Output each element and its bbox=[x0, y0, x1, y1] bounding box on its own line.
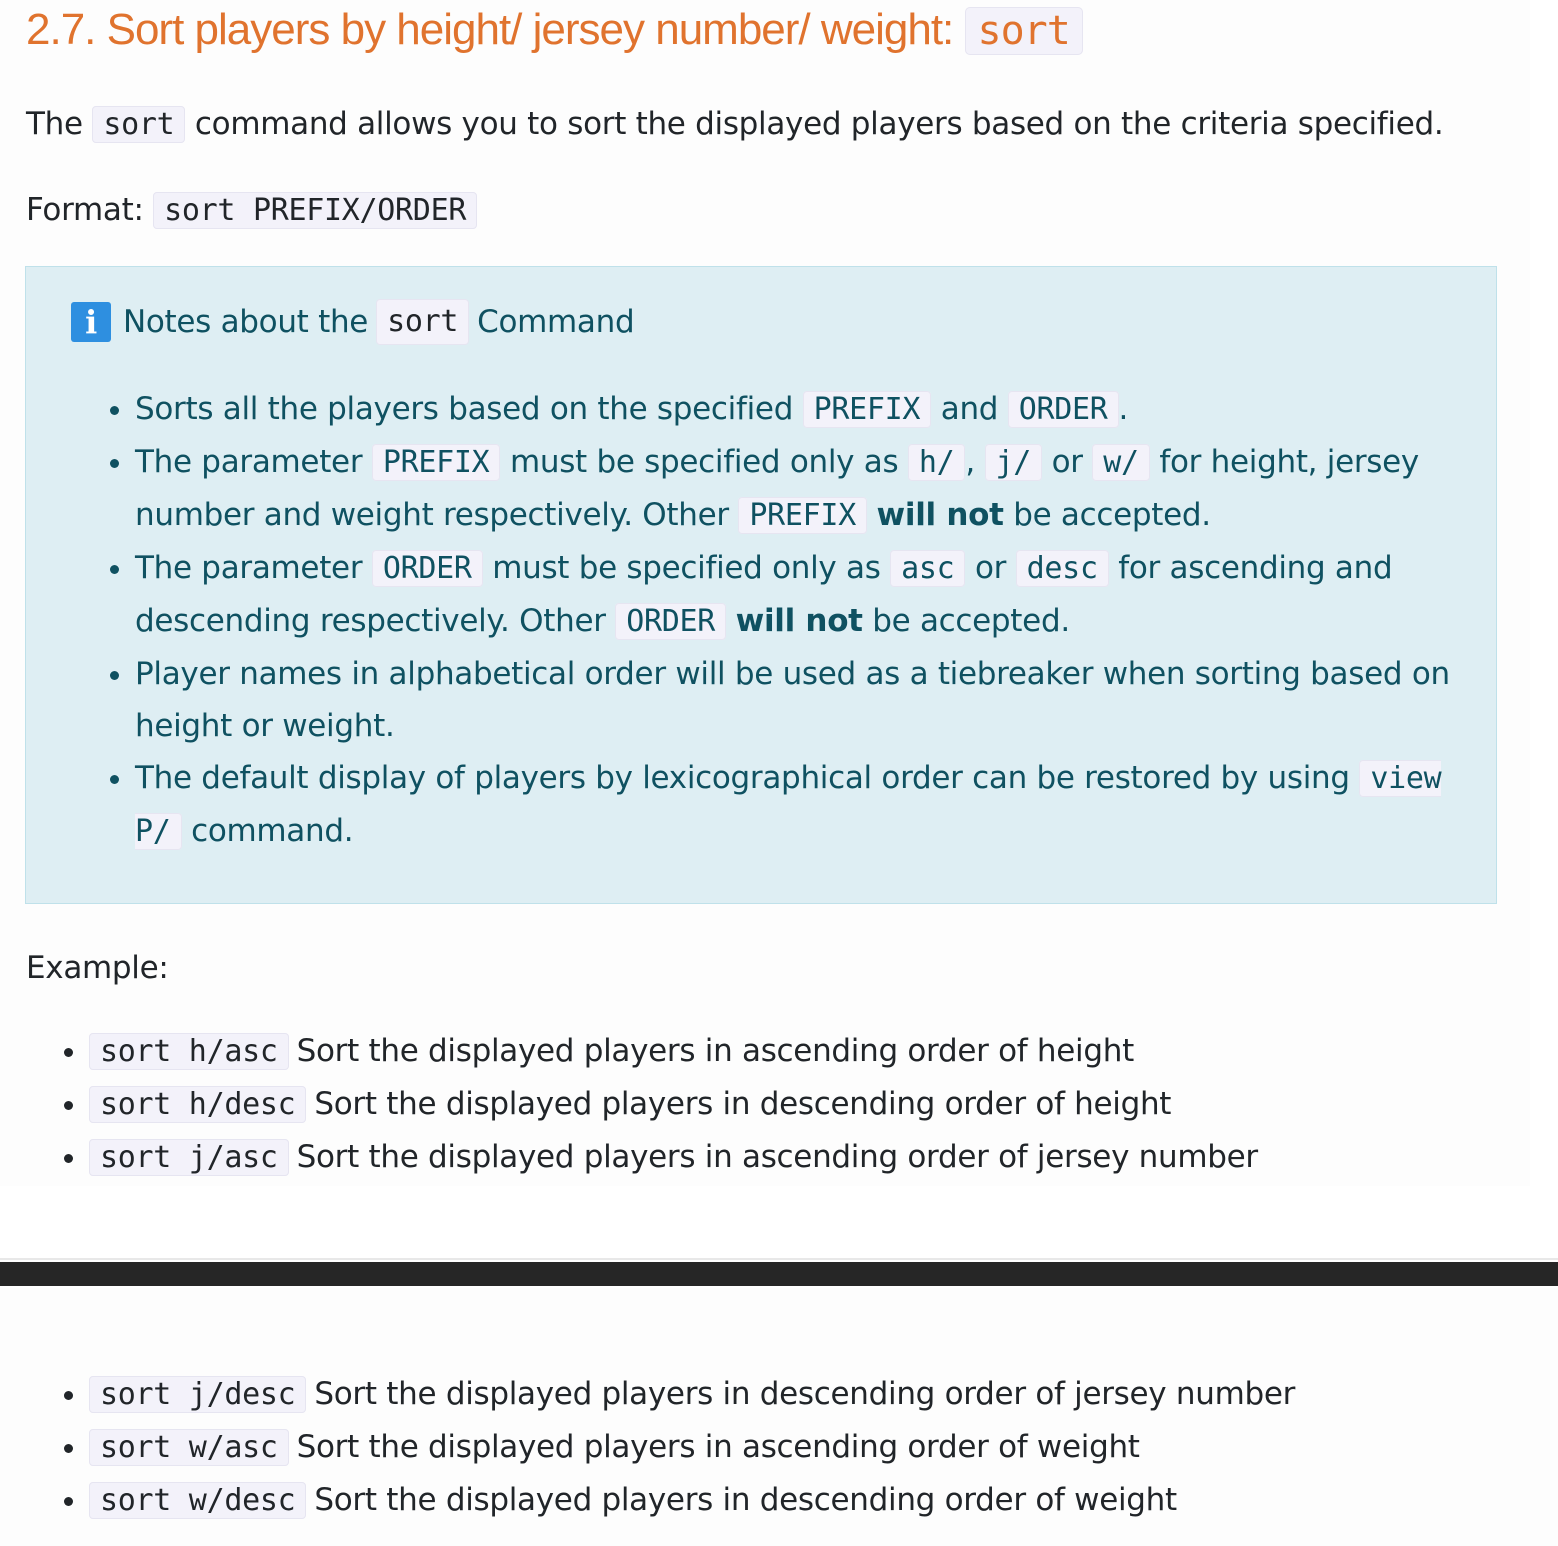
note-code: j/ bbox=[985, 444, 1043, 481]
page-separator bbox=[0, 1262, 1558, 1286]
note-text: , bbox=[965, 444, 985, 480]
note-code: ORDER bbox=[1008, 391, 1119, 428]
example-item bbox=[89, 1025, 1258, 1078]
note-item bbox=[135, 542, 1495, 648]
format-code: sort PREFIX/ORDER bbox=[153, 192, 477, 229]
note-text: for height, jersey number and weight respectively. Other bbox=[135, 444, 1419, 533]
example-label: Example: bbox=[26, 950, 169, 986]
intro-code: sort bbox=[92, 106, 185, 143]
notes-title-before: Notes about the bbox=[123, 304, 369, 340]
note-text: The default display of players by lexicographical order can be restored by using bbox=[135, 760, 1360, 796]
note-code: ORDER bbox=[372, 550, 483, 587]
note-code: w/ bbox=[1092, 444, 1150, 481]
section-heading-text: 2.7. Sort players by height/ jersey number/ weight: bbox=[26, 5, 965, 54]
note-text: and bbox=[931, 391, 1008, 427]
example-item bbox=[89, 1421, 1295, 1474]
note-item bbox=[135, 436, 1495, 542]
info-icon: i bbox=[71, 302, 111, 342]
intro-text-before: The bbox=[26, 106, 93, 142]
intro-text-after: command allows you to sort the displayed players based on the criteria specified. bbox=[185, 106, 1444, 142]
example-code: sort h/desc bbox=[89, 1086, 306, 1123]
note-text: command. bbox=[181, 813, 354, 849]
examples-list-page-2 bbox=[54, 1368, 1295, 1527]
intro-paragraph bbox=[26, 102, 1443, 147]
example-item bbox=[89, 1474, 1295, 1527]
example-description: Sort the displayed players in descending order of height bbox=[314, 1086, 1172, 1122]
note-text: be accepted. bbox=[862, 603, 1070, 639]
note-code: PREFIX bbox=[803, 391, 932, 428]
notes-title-code: sort bbox=[376, 299, 469, 345]
note-text: for ascending and descending respectively. Other bbox=[135, 550, 1393, 639]
example-code: sort j/desc bbox=[89, 1376, 306, 1413]
note-text: be accepted. bbox=[1003, 497, 1211, 533]
note-text: Player names in alphabetical order will be used as a tiebreaker when sorting based on height or weight. bbox=[135, 656, 1450, 744]
note-item bbox=[135, 648, 1495, 752]
note-code: view P/ bbox=[135, 761, 1442, 849]
example-item bbox=[89, 1078, 1258, 1131]
note-code: PREFIX bbox=[372, 444, 501, 481]
note-text: . bbox=[1118, 391, 1129, 427]
format-label: Format: bbox=[26, 192, 154, 228]
note-item bbox=[135, 383, 1495, 436]
format-paragraph bbox=[26, 188, 477, 233]
notes-callout bbox=[25, 266, 1497, 904]
note-code: ORDER bbox=[615, 603, 726, 640]
example-description: Sort the displayed players in descending order of jersey number bbox=[314, 1376, 1296, 1412]
example-code: sort h/asc bbox=[89, 1033, 289, 1070]
note-text: The parameter bbox=[135, 444, 372, 480]
note-text: must be specified only as bbox=[482, 550, 891, 586]
section-heading bbox=[26, 0, 1083, 61]
notes-title-after: Command bbox=[477, 304, 635, 340]
example-description: Sort the displayed players in ascending order of weight bbox=[296, 1429, 1140, 1465]
example-code: sort j/asc bbox=[89, 1139, 289, 1176]
note-code: desc bbox=[1016, 550, 1109, 587]
example-description: Sort the displayed players in ascending order of height bbox=[296, 1033, 1134, 1069]
page-separator-line bbox=[0, 1258, 1558, 1260]
examples-list-page-1 bbox=[54, 1025, 1258, 1184]
note-emphasis: will not bbox=[735, 603, 863, 639]
example-item bbox=[89, 1131, 1258, 1184]
note-text: must be specified only as bbox=[500, 444, 908, 480]
note-code: asc bbox=[890, 550, 965, 587]
note-item bbox=[135, 752, 1495, 858]
note-emphasis: will not bbox=[876, 497, 1004, 533]
note-text: or bbox=[1042, 444, 1093, 480]
notes-list bbox=[98, 383, 1495, 858]
example-description: Sort the displayed players in ascending order of jersey number bbox=[296, 1139, 1258, 1175]
example-code: sort w/asc bbox=[89, 1429, 289, 1466]
note-text: The parameter bbox=[135, 550, 372, 586]
note-code: h/ bbox=[908, 444, 966, 481]
notes-title bbox=[71, 299, 634, 345]
note-code: PREFIX bbox=[738, 497, 867, 534]
section-heading-code: sort bbox=[965, 7, 1083, 55]
example-description: Sort the displayed players in descending order of weight bbox=[314, 1482, 1177, 1518]
note-text: Sorts all the players based on the specified bbox=[135, 391, 803, 427]
note-text: or bbox=[965, 550, 1016, 586]
example-code: sort w/desc bbox=[89, 1482, 306, 1519]
example-item bbox=[89, 1368, 1295, 1421]
